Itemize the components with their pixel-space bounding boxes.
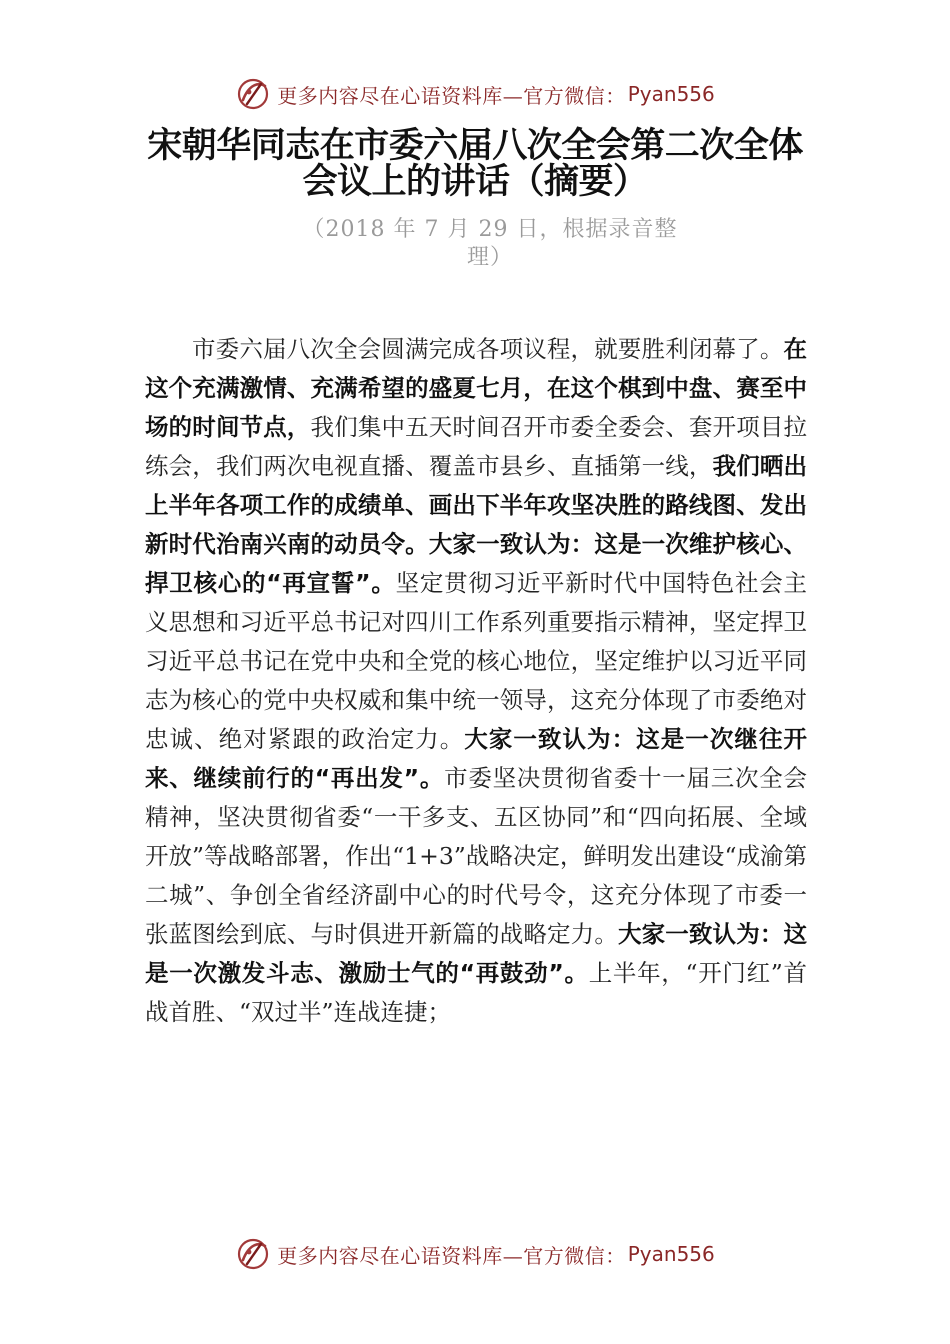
text-segment: 上半年，“开门红”首战首胜、“双过半”连战连捷； [145,959,808,1026]
date-note: （2018 年 7 月 29 日，根据录音整理） [302,217,678,270]
emphasis-segment: 在这个充满激情、充满希望的盛夏七月，在这个棋到中盘、赛至中场的时间节点， [145,335,807,441]
text-segment: 市委六届八次全会圆满完成各项议程，就要胜利闭幕了。 [192,335,784,363]
emphasis-segment: 大家一致认为：这是一次继往开来、继续前行的“再出发”。 [145,725,807,792]
watermark-wechat-account: Pyan556 [627,82,715,106]
watermark-wechat-account: Pyan556 [627,1242,715,1266]
watermark-text: 更多内容尽在心语资料库—官方微信： [277,1243,626,1268]
footer-watermark-banner [0,1234,950,1274]
brand-logo-icon [235,1236,271,1272]
text-segment: 我们集中五天时间召开市委全委会、套开项目拉练会，我们两次电视直播、覆盖市县乡、直插第一线， [145,413,808,480]
text-segment: 坚定贯彻习近平新时代中国特色社会主义思想和习近平总书记对四川工作系列重要指示精神，坚定捍卫习近平总书记在党中央和全党的核心地位，坚定维护以习近平同志为核心的党中央权威和集中统一领导，这充分体现了市委绝对忠诚、绝对紧跟的政治定力。 [145,569,808,753]
brand-logo-icon [235,76,271,112]
text-segment: 市委坚决贯彻省委十一届三次全会精神，坚决贯彻省委“一干多支、五区协同”和“四向拓展、全域开放”等战略部署，作出“1+3”战略决定，鲜明发出建设“成渝第二城”、争创全省经济副中心的时代号令，这充分体现了市委一张蓝图绘到底、与时俱进开新篇的战略定力。 [145,764,808,948]
header-watermark-banner [0,74,950,114]
emphasis-segment: 大家一致认为：这是一次激发斗志、激励士气的“再鼓劲”。 [145,920,808,987]
body-paragraph [145,330,807,1032]
document-title: 宋朝华同志在市委六届八次全会第二次全体会议上的讲话（摘要） [147,126,803,202]
emphasis-segment: 我们晒出上半年各项工作的成绩单、画出下半年攻坚决胜的路线图、发出新时代治南兴南的动员令。大家一致认为：这是一次维护核心、捍卫核心的“再宣誓”。 [145,452,808,597]
watermark-text: 更多内容尽在心语资料库—官方微信： [277,83,626,108]
